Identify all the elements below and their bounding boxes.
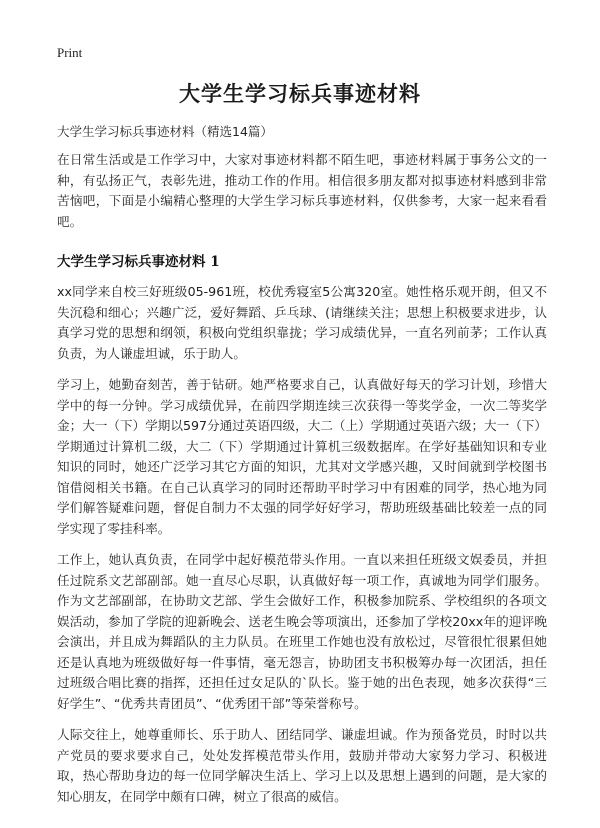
- document-body: [57, 150, 547, 818]
- print-link[interactable]: Print: [57, 45, 83, 60]
- body-paragraph: 学习上，她勤奋刻苦，善于钻研。她严格要求自己，认真做好每天的学习计划，珍惜大学中的每一分钟。学习成绩优异，在前四学期连续三次获得一等奖学金，一次二等奖学金；大一（下）学期以597分通过英语四级，大二（上）学期通过英语六级；大一（下）学期通过计算机二级，大二（下）学期通过计算机三级数据库。在学好基础知识和专业知识的同时，她还广泛学习其它方面的知识，尤其对文学感兴趣，又时间就到学校图书馆借阅相关书籍。在自己认真学习的同时还帮助平时学习中有困难的同学，热心地为同学们解答疑难问题，督促自制力不太强的同学好好学习，帮助班级基础比较差一点的同学实现了零挂科率。: [57, 377, 548, 536]
- body-paragraph: 人际交往上，她尊重师长、乐于助人、团结同学、谦虚坦诚。作为预备党员，时时以共产党员的要求要求自己，处处发挥模范带头作用，鼓励并带动大家努力学习、积极进取，热心帮助身边的每一位同学解决生活上、学习上以及思想上遇到的问题，是大家的知心朋友，在同学中颇有口碑，树立了很高的威信。: [57, 727, 547, 804]
- document-title: 大学生学习标兵事迹材料: [179, 82, 421, 106]
- document-subtitle: 大学生学习标兵事迹材料（精选14篇）: [57, 124, 273, 139]
- body-paragraph: 工作上，她认真负责，在同学中起好模范带头作用。一直以来担任班级文娱委员，并担任过院系文艺部副部。她一直尽心尽职，认真做好每一项工作，真诚地为同学们服务。作为文艺部副部，在协助文艺部、学生会做好工作，积极参加院系、学校组织的各项文娱活动，参加了学院的迎新晚会、送老生晚会等项演出，还参加了学校20xx年的迎评晚会演出，并且成为舞蹈队的主力队员。在班里工作她也没有放松过，尽管很忙很累但她还是认真地为班级做好每一件事情，毫无怨言，协助团支书积极筹办每一次团活，担任过班级合唱比赛的指挥，还担任过女足队的`队长。鉴于她的出色表现，她多次获得“三好学生”、“优秀共青团员”、“优秀团干部”等荣誉称号。: [57, 552, 547, 711]
- intro-paragraph: 在日常生活或是工作学习中，大家对事迹材料都不陌生吧，事迹材料属于事务公文的一种，有弘扬正气，表彰先进，推动工作的作用。相信很多朋友都对拟事迹材料感到非常苦恼吧，下面是小编精心整理的大学生学习标兵事迹材料，仅供参考，大家一起来看看吧。: [57, 152, 547, 229]
- body-paragraph: xx同学来自校三好班级05-961班，校优秀寝室5公寓320室。她性格乐观开朗，但又不失沉稳和细心；兴趣广泛，爱好舞蹈、乒乓球、(请继续关注；思想上积极要求进步，认真学习党的思想和纲领，积极向党组织靠拢；学习成绩优异，一直名列前茅；工作认真负责，为人谦虚坦诚，乐于助人。: [57, 284, 547, 361]
- section-heading: 大学生学习标兵事迹材料 1: [57, 254, 220, 270]
